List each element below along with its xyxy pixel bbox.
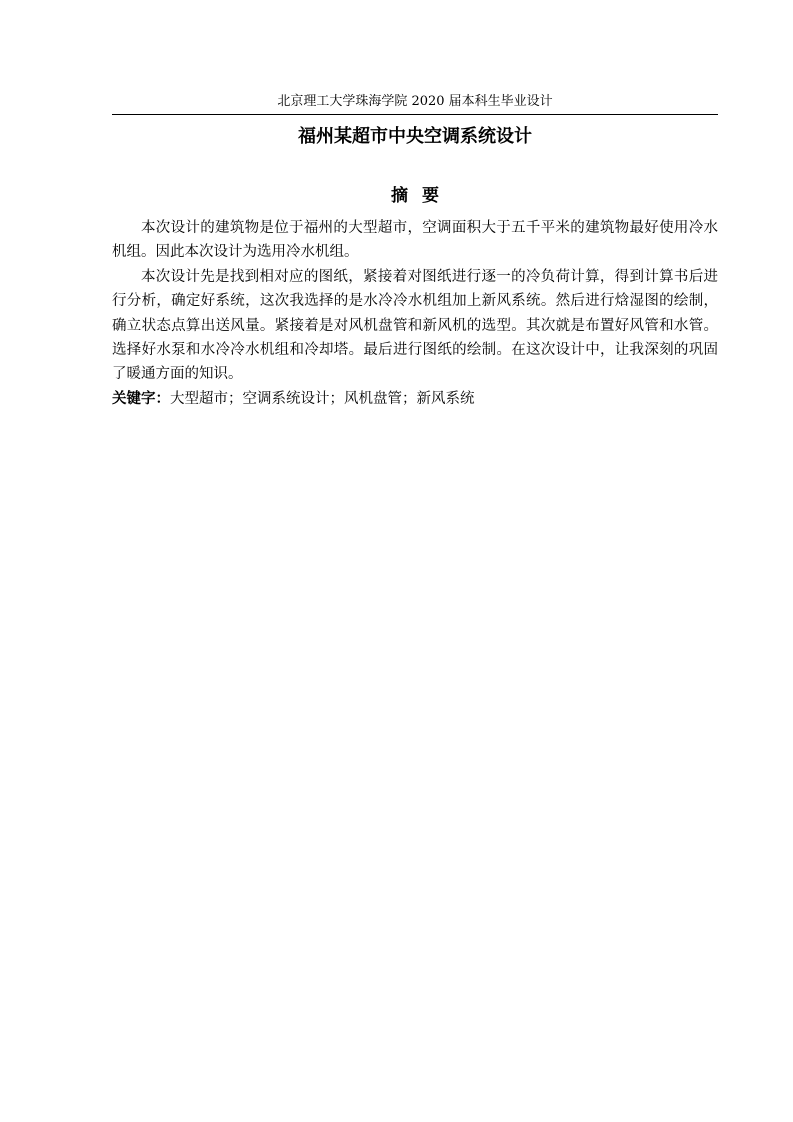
abstract-heading: 摘要 xyxy=(391,186,453,206)
keywords-line xyxy=(112,387,718,411)
document-title: 福州某超市中央空调系统设计 xyxy=(298,126,532,147)
keywords-label: 关键字： xyxy=(112,390,170,407)
abstract-paragraph-2: 本次设计先是找到相对应的图纸，紧接着对图纸进行逐一的冷负荷计算，得到计算书后进行分析，确定好系统，这次我选择的是水冷冷水机组加上新风系统。然后进行焓湿图的绘制，确立状态点算出送风量。紧接着是对风机盘管和新风机的选型。其次就是布置好风管和水管。选择好水泵和水冷冷水机组和冷却塔。最后进行图纸的绘制。在这次设计中，让我深刻的巩固了暖通方面的知识。 xyxy=(112,268,718,383)
running-header: 北京理工大学珠海学院 2020 届本科生毕业设计 xyxy=(277,94,553,109)
abstract-paragraph-1: 本次设计的建筑物是位于福州的大型超市，空调面积大于五千平米的建筑物最好使用冷水机组。因此本次设计为选用冷水机组。 xyxy=(112,220,718,261)
keywords-values: 大型超市；空调系统设计；风机盘管；新风系统 xyxy=(170,390,475,407)
abstract-body xyxy=(112,216,718,411)
header-divider xyxy=(112,114,718,115)
